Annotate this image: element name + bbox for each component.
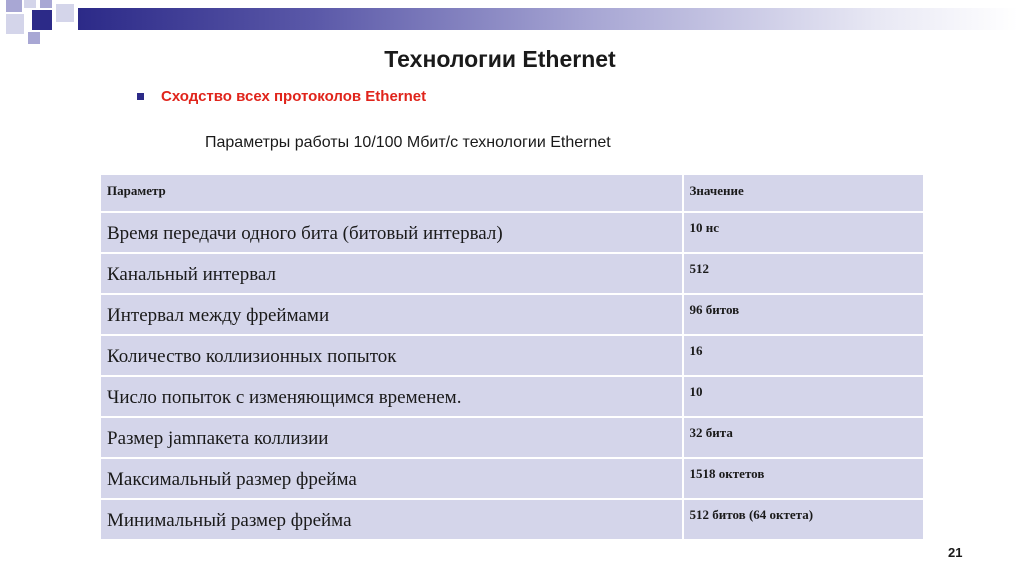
header-value: Значение <box>683 174 924 212</box>
decor-square <box>6 14 24 34</box>
value-cell: 10 нс <box>683 212 924 253</box>
table-row <box>100 499 924 540</box>
decor-square <box>32 10 52 30</box>
table-row <box>100 253 924 294</box>
decor-square <box>24 0 36 8</box>
decor-square <box>6 0 22 12</box>
decor-square <box>28 32 40 44</box>
parameter-cell: Число попыток с изменяющимся временем. <box>100 376 683 417</box>
header-parameter: Параметр <box>100 174 683 212</box>
table-header-row <box>100 174 924 212</box>
table-row <box>100 335 924 376</box>
table-row <box>100 294 924 335</box>
table-row <box>100 212 924 253</box>
parameter-cell: Канальный интервал <box>100 253 683 294</box>
value-cell: 32 бита <box>683 417 924 458</box>
value-cell: 1518 октетов <box>683 458 924 499</box>
parameter-cell: Количество коллизионных попыток <box>100 335 683 376</box>
parameter-cell: Минимальный размер фрейма <box>100 499 683 540</box>
table-row <box>100 417 924 458</box>
parameter-cell: Интервал между фреймами <box>100 294 683 335</box>
decor-square <box>40 0 52 8</box>
square-bullet-icon <box>137 93 144 100</box>
parameter-cell: Размер jamпакета коллизии <box>100 417 683 458</box>
bullet-item <box>137 88 426 105</box>
table-row <box>100 458 924 499</box>
decor-square <box>56 4 74 22</box>
value-cell: 10 <box>683 376 924 417</box>
parameter-cell: Время передачи одного бита (битовый интервал) <box>100 212 683 253</box>
value-cell: 512 <box>683 253 924 294</box>
value-cell: 512 битов (64 октета) <box>683 499 924 540</box>
parameters-table <box>99 173 925 541</box>
slide-title: Технологии Ethernet <box>384 46 616 72</box>
value-cell: 16 <box>683 335 924 376</box>
parameter-cell: Максимальный размер фрейма <box>100 458 683 499</box>
value-cell: 96 битов <box>683 294 924 335</box>
bullet-text: Сходство всех протоколов Ethernet <box>161 88 427 105</box>
page-number: 21 <box>948 545 963 560</box>
table-row <box>100 376 924 417</box>
header-gradient-bar <box>78 8 1018 30</box>
table-caption: Параметры работы 10/100 Мбит/с технологии Ethernet <box>205 134 611 151</box>
